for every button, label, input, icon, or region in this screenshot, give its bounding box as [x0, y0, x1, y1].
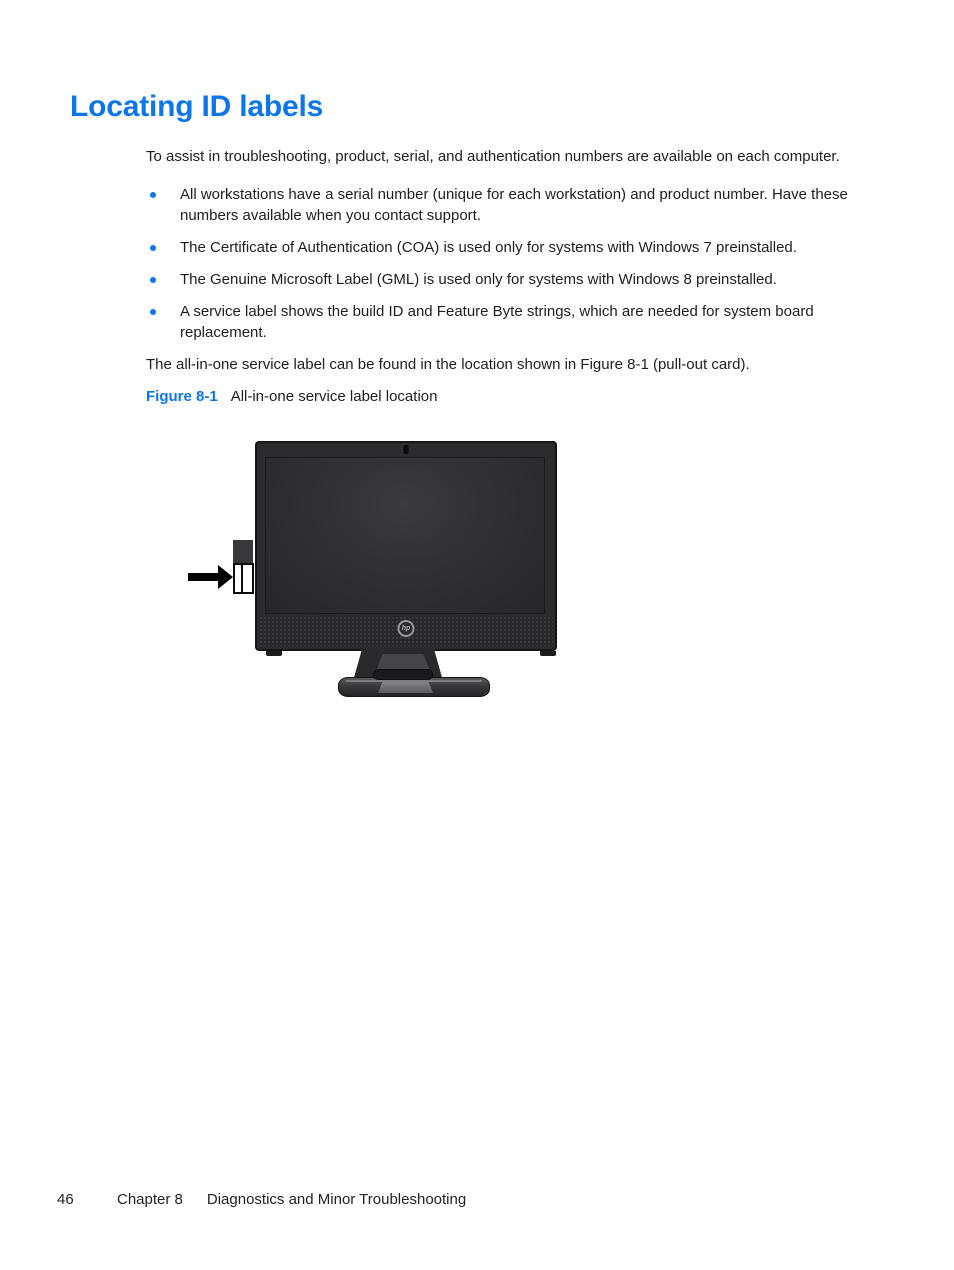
stand-handle: [373, 669, 433, 680]
monitor-screen: [265, 457, 545, 614]
stand-base-plate: [378, 682, 433, 693]
service-label-card: [233, 563, 254, 594]
bezel-foot: [266, 651, 282, 656]
figure-label: Figure 8-1: [146, 388, 218, 405]
monitor-bezel: [255, 441, 557, 651]
page-title: Locating ID labels: [70, 90, 324, 123]
stand-base-trim: [346, 680, 482, 682]
list-item: The Certificate of Authentication (COA) is used only for systems with Windows 7 preinstalled.: [146, 237, 852, 258]
card-divider: [241, 565, 243, 592]
arrow-head-icon: [218, 565, 233, 589]
figure-image: [188, 437, 608, 707]
bullet-list: [146, 184, 852, 343]
page-content: [146, 146, 852, 407]
bezel-foot: [540, 651, 556, 656]
page-footer: [57, 1191, 466, 1208]
figure-intro-paragraph: The all-in-one service label can be found in the location shown in Figure 8-1 (pull-out card).: [146, 356, 750, 373]
footer-chapter-title: Diagnostics and Minor Troubleshooting: [206, 1191, 467, 1208]
figure-caption-text: All-in-one service label location: [230, 388, 438, 405]
page-number: 46: [57, 1191, 74, 1208]
footer-chapter: Chapter 8: [117, 1191, 183, 1208]
list-item: All workstations have a serial number (unique for each workstation) and product number. Have these numbers available when you contact support.: [146, 184, 852, 226]
arrow-icon: [188, 573, 218, 581]
figure-caption: [146, 386, 852, 407]
hp-logo: hp: [398, 620, 415, 637]
list-item: The Genuine Microsoft Label (GML) is used only for systems with Windows 8 preinstalled.: [146, 269, 852, 290]
webcam-icon: [404, 445, 409, 454]
service-label-slot: [233, 540, 253, 564]
intro-paragraph: To assist in troubleshooting, product, serial, and authentication numbers are available on each computer.: [146, 148, 840, 165]
speaker-grille: [259, 616, 553, 646]
list-item: A service label shows the build ID and Feature Byte strings, which are needed for system board replacement.: [146, 301, 852, 343]
